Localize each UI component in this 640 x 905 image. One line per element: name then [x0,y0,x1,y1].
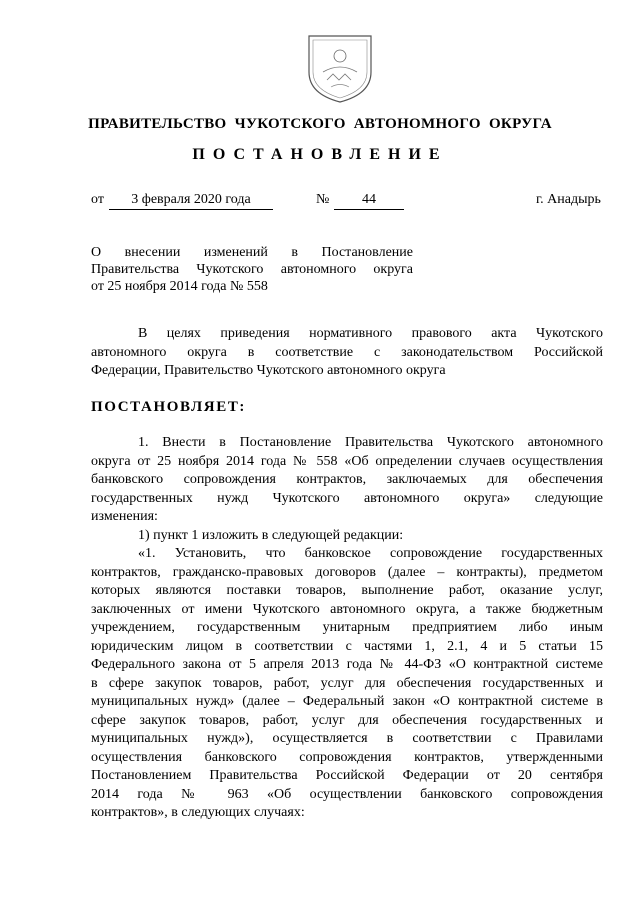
preamble-line: Федерации, Правительство Чукотского автономного округа [91,363,446,378]
text-line: 1) пункт 1 изложить в следующей редакции: [138,527,404,543]
number-field [334,191,404,210]
text-line: которых являются поставки товаров, выполнение работ, оказание услуг, [91,583,603,598]
text-line: округа от 25 ноября 2014 года № 558 «Об определении случаев осуществления [91,453,603,469]
document-type-title: ПОСТАНОВЛЕНИЕ [192,146,448,163]
text-line: Постановлением Правительства Российской Федерации от 20 сентября [91,768,603,783]
subject-line: О внесении изменений в Постановление [91,245,413,260]
text-line: осуществления банковского сопровождения контрактов, утвержденными [91,749,603,765]
city: г. Анадырь [536,192,601,207]
text-line: 2014 года № 963 «Об осуществлении банковского сопровождения [91,786,603,802]
text-line: 1. Внести в Постановление Правительства Чукотского автономного [138,435,603,450]
text-line: контрактов, гражданско-правовых договоров (далее – контракты), предметом [91,564,603,580]
text-line: государственных нужд Чукотского автономного округа» следующие [91,490,603,506]
resolves-heading: ПОСТАНОВЛЯЕТ: [91,399,247,415]
text-line: Федерального закона от 5 апреля 2013 года № 44-ФЗ «О контрактной системе [91,657,603,672]
text-line: контрактов», в следующих случаях: [91,805,305,820]
text-line: банковского сопровождения контрактов, заключаемых для обеспечения [91,472,603,487]
decree-subject [91,244,413,295]
number-prefix: № [316,192,330,207]
decree-date: 3 февраля 2020 года [109,191,273,210]
text-line: муниципальных нужд» (далее – Федеральный закон «О контрактной системе в [91,694,603,709]
preamble [91,325,603,381]
text-line: «1. Установить, что банковское сопровождение государственных [138,546,603,561]
subject-line: Правительства Чукотского автономного округа [91,262,413,277]
text-line: сфере закупок товаров, работ, услуг для обеспечения государственных и [91,712,603,728]
text-line: заключенных от имени Чукотского автономного округа, а также бюджетным [91,601,603,617]
text-line: в сфере закупок товаров, работ, услуг для обеспечения государственных и [91,675,603,691]
text-line: юридическим лицом в соответствии с частями 1, 2.1, 4 и 5 статьи 15 [91,638,603,654]
text-line: муниципальных нужд»), осуществляется в соответствии с Правилами [91,731,603,746]
subject-line: от 25 ноября 2014 года № 558 [91,279,268,294]
text-line: изменения: [91,509,158,524]
government-title: ПРАВИТЕЛЬСТВО ЧУКОТСКОГО АВТОНОМНОГО ОКРУГА [88,116,552,132]
item-1-text [91,434,603,823]
preamble-line: автономного округа в соответствие с законодательством Российской [91,344,603,360]
coat-of-arms-emblem [303,32,377,104]
date-prefix: от [91,192,104,207]
text-line: учреждением, государственным унитарным предприятием либо иным [91,620,603,635]
preamble-line: В целях приведения нормативного правового акта Чукотского [138,326,603,341]
date-field [109,191,273,210]
decree-number: 44 [334,191,404,210]
